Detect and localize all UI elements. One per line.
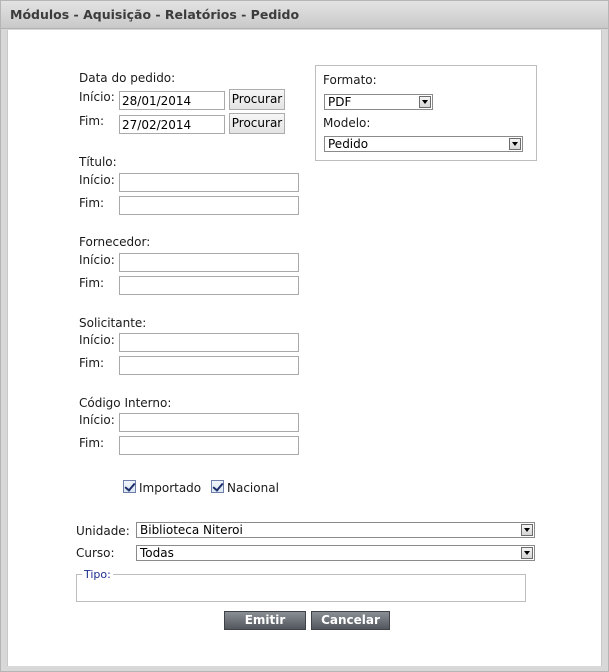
unidade-selected-value: Biblioteca Niteroi	[140, 523, 243, 537]
unidade-select[interactable]	[136, 522, 535, 538]
codigo-interno-inicio-label: Início:	[79, 413, 115, 427]
codigo-interno-fim-label: Fim:	[79, 436, 105, 450]
window-title: Módulos - Aquisição - Relatórios - Pedido	[1, 1, 608, 29]
data-pedido-fim-label: Fim:	[79, 114, 105, 128]
formato-selected-value: PDF	[328, 95, 352, 109]
modelo-selected-value: Pedido	[328, 137, 369, 151]
cancelar-button[interactable]: Cancelar	[311, 611, 390, 630]
titulo-label: Título:	[79, 155, 117, 169]
solicitante-fim-label: Fim:	[79, 356, 105, 370]
tipo-fieldset	[76, 574, 526, 602]
codigo-interno-inicio-input[interactable]	[119, 413, 299, 432]
tipo-legend: Tipo:	[84, 568, 111, 581]
procurar-fim-button[interactable]: Procurar	[229, 113, 285, 134]
titulo-inicio-label: Início:	[79, 173, 115, 187]
fornecedor-inicio-label: Início:	[79, 253, 115, 267]
emitir-button[interactable]: Emitir	[224, 611, 306, 630]
chevron-down-icon	[419, 96, 431, 108]
fornecedor-fim-label: Fim:	[79, 276, 105, 290]
unidade-label: Unidade:	[76, 524, 130, 538]
data-pedido-inicio-input[interactable]	[119, 91, 225, 110]
nacional-label: Nacional	[227, 481, 279, 495]
curso-select[interactable]	[136, 545, 535, 561]
fornecedor-inicio-input[interactable]	[119, 253, 299, 272]
fornecedor-fim-input[interactable]	[119, 276, 299, 295]
procurar-inicio-button[interactable]: Procurar	[229, 89, 285, 110]
form-panel	[7, 30, 602, 666]
codigo-interno-fim-input[interactable]	[119, 436, 299, 455]
formato-modelo-box	[315, 65, 537, 161]
solicitante-label: Solicitante:	[79, 316, 147, 330]
chevron-down-icon	[521, 524, 533, 536]
formato-select[interactable]	[324, 94, 433, 110]
importado-label: Importado	[139, 481, 202, 495]
solicitante-inicio-label: Início:	[79, 333, 115, 347]
modelo-select[interactable]	[324, 136, 523, 152]
data-pedido-fim-input[interactable]	[119, 115, 225, 134]
curso-selected-value: Todas	[140, 546, 174, 560]
nacional-checkbox[interactable]	[211, 480, 224, 493]
codigo-interno-label: Código Interno:	[79, 396, 172, 410]
chevron-down-icon	[521, 547, 533, 559]
titulo-fim-label: Fim:	[79, 196, 105, 210]
formato-label: Formato:	[323, 73, 377, 87]
solicitante-fim-input[interactable]	[119, 356, 299, 375]
solicitante-inicio-input[interactable]	[119, 333, 299, 352]
modelo-label: Modelo:	[323, 116, 371, 130]
fornecedor-label: Fornecedor:	[79, 235, 151, 249]
chevron-down-icon	[509, 138, 521, 150]
curso-label: Curso:	[76, 546, 115, 560]
data-pedido-inicio-label: Início:	[79, 90, 115, 104]
data-pedido-label: Data do pedido:	[79, 71, 176, 85]
titulo-fim-input[interactable]	[119, 196, 299, 215]
importado-checkbox[interactable]	[123, 480, 136, 493]
titulo-inicio-input[interactable]	[119, 173, 299, 192]
